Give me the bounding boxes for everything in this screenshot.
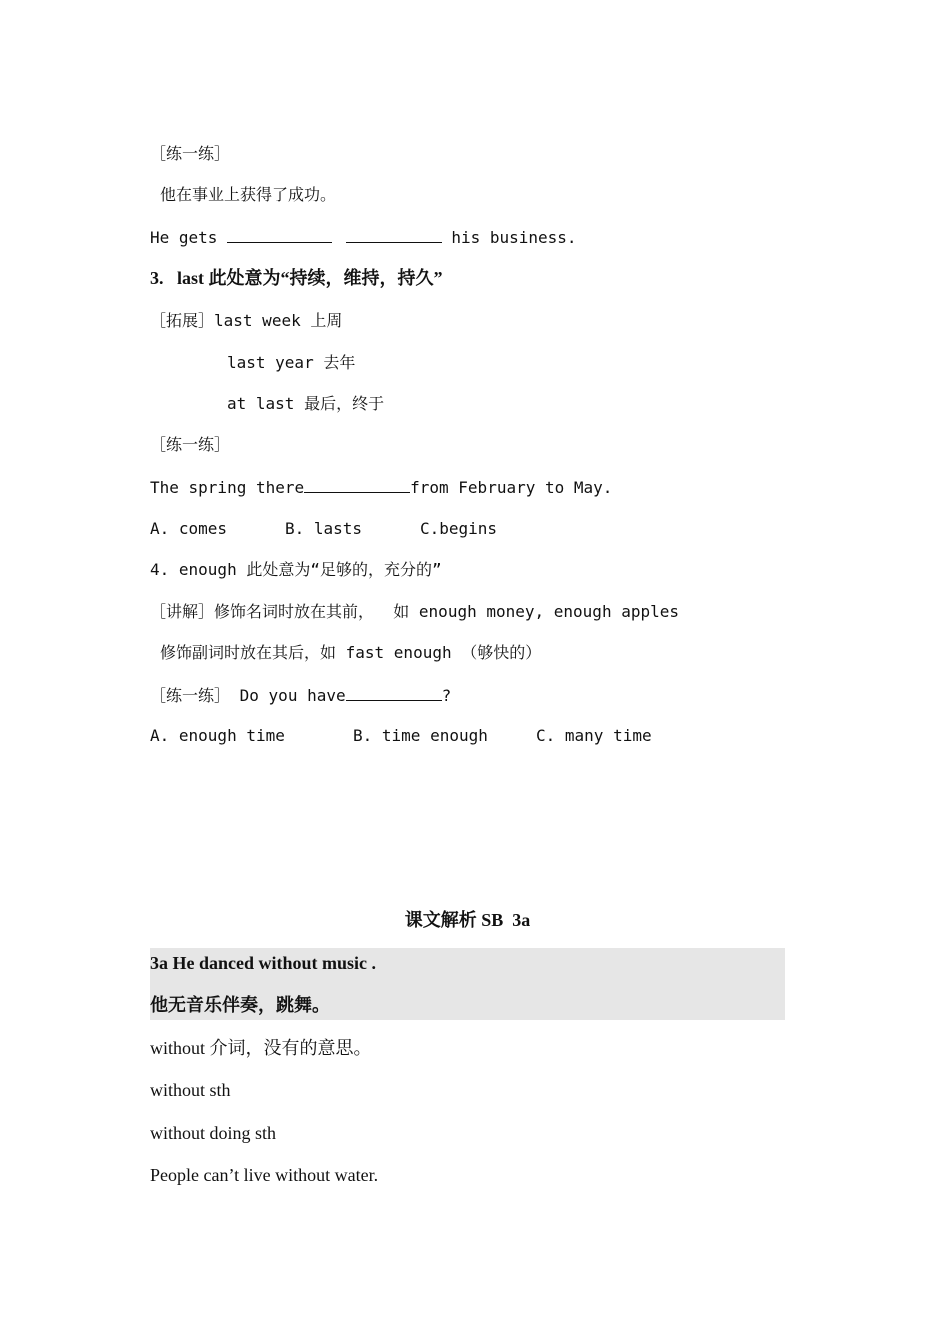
option-b: B. time enough bbox=[353, 726, 488, 745]
note-line: without 介词，没有的意思。 bbox=[150, 1038, 372, 1058]
answer-blank bbox=[227, 226, 332, 243]
practice-tag: ［练一练］ bbox=[150, 144, 231, 163]
question-part: Do you have bbox=[230, 686, 346, 705]
section-heading: 4. enough 此处意为“足够的，充分的” bbox=[150, 560, 442, 579]
chinese-sentence: 他在事业上获得了成功。 bbox=[160, 185, 337, 204]
sentence-part: his business. bbox=[441, 228, 577, 247]
option-a: A. comes bbox=[150, 519, 228, 538]
sentence-part: He gets bbox=[150, 228, 228, 247]
extend-tag: ［拓展］ bbox=[150, 311, 215, 330]
option-c: C.begins bbox=[420, 519, 498, 538]
option-b: B. lasts bbox=[285, 519, 363, 538]
question bbox=[150, 476, 612, 499]
highlight-chinese: 他无音乐伴奏，跳舞。 bbox=[150, 995, 330, 1015]
note-line: without sth bbox=[150, 1080, 231, 1100]
explain-line bbox=[150, 601, 679, 623]
extend-item: last year 去年 bbox=[227, 353, 356, 372]
explain-tag: ［讲解］ bbox=[150, 602, 215, 621]
extend-item: last week 上周 bbox=[214, 311, 343, 330]
note-line: People can’t live without water. bbox=[150, 1165, 379, 1185]
section-heading: 3. last 此处意为“持续，维持，持久” bbox=[150, 268, 443, 288]
extend-line bbox=[150, 310, 342, 332]
answer-blank bbox=[346, 684, 442, 701]
note-line: without doing sth bbox=[150, 1123, 277, 1143]
practice-tag: ［练一练］ bbox=[150, 686, 231, 705]
option-c: C. many time bbox=[536, 726, 652, 745]
answer-blank bbox=[346, 226, 442, 243]
question-part: from February to May. bbox=[410, 478, 613, 497]
question bbox=[150, 684, 451, 707]
highlight-english: 3a He danced without music . bbox=[150, 953, 377, 973]
explain-text: 修饰名词时放在其前， 如 enough money, enough apples bbox=[214, 602, 680, 621]
practice-tag: ［练一练］ bbox=[150, 435, 231, 454]
option-a: A. enough time bbox=[150, 726, 285, 745]
analysis-title: 课文解析 SB 3a bbox=[404, 910, 531, 930]
explain-line: 修饰副词时放在其后，如 fast enough （够快的） bbox=[160, 643, 542, 662]
fill-in-sentence bbox=[150, 226, 577, 249]
question-part: The spring there bbox=[150, 478, 305, 497]
answer-blank bbox=[304, 476, 410, 493]
question-part: ? bbox=[441, 686, 452, 705]
extend-item: at last 最后，终于 bbox=[227, 394, 385, 413]
